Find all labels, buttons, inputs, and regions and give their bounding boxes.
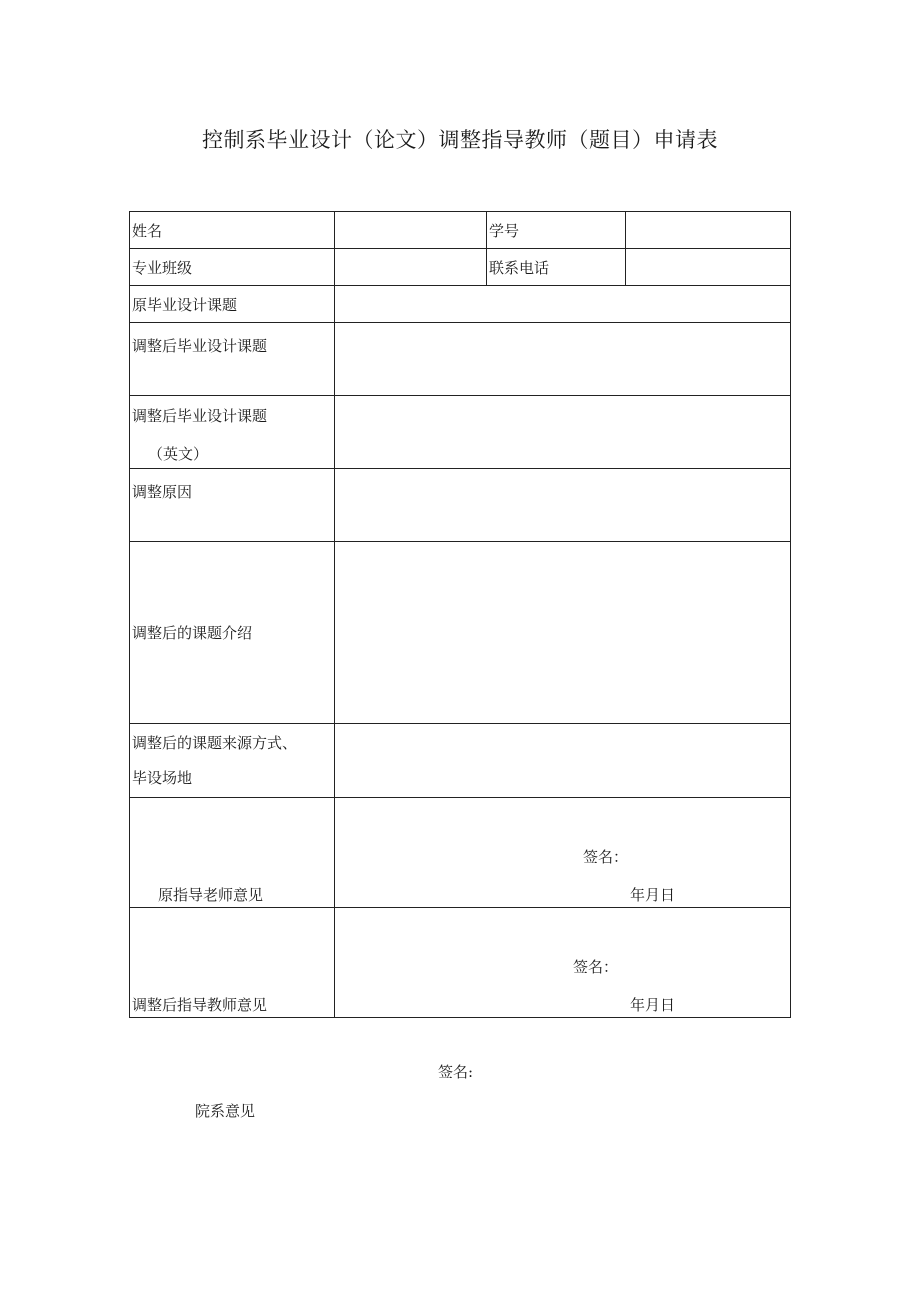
row-original-topic [130, 286, 791, 323]
orig-advisor-date-label: 年月日 [630, 886, 676, 904]
source-field[interactable] [335, 724, 791, 798]
new-topic-en-label-line2: （英文） [148, 445, 209, 463]
new-topic-en-field[interactable] [335, 396, 791, 469]
source-label-line2: 毕设场地 [132, 769, 193, 787]
major-class-field[interactable] [335, 249, 487, 286]
row-new-advisor [130, 908, 791, 1018]
name-label: 姓名 [130, 212, 335, 249]
new-topic-en-label [130, 396, 335, 469]
source-label [130, 724, 335, 798]
new-advisor-label: 调整后指导教师意见 [132, 996, 268, 1014]
new-topic-field[interactable] [335, 323, 791, 396]
new-advisor-opinion-field[interactable] [335, 908, 791, 1018]
student-id-label: 学号 [487, 212, 626, 249]
reason-field[interactable] [335, 469, 791, 542]
intro-field[interactable] [335, 542, 791, 724]
phone-field[interactable] [626, 249, 791, 286]
department-opinion-label: 院系意见 [195, 1102, 256, 1120]
row-intro [130, 542, 791, 724]
name-field[interactable] [335, 212, 487, 249]
intro-label: 调整后的课题介绍 [130, 542, 335, 724]
new-topic-en-label-line1: 调整后毕业设计课题 [132, 407, 268, 425]
row-reason [130, 469, 791, 542]
source-label-line1: 调整后的课题来源方式、 [132, 734, 298, 752]
new-topic-label: 调整后毕业设计课题 [130, 323, 335, 396]
orig-advisor-opinion-field[interactable] [335, 798, 791, 908]
orig-advisor-label-cell [130, 798, 335, 908]
application-form-table [129, 211, 791, 1018]
row-new-topic-english [130, 396, 791, 469]
phone-label: 联系电话 [487, 249, 626, 286]
page-title: 控制系毕业设计（论文）调整指导教师（题目）申请表 [202, 128, 718, 152]
new-advisor-label-cell [130, 908, 335, 1018]
row-major-phone [130, 249, 791, 286]
student-id-field[interactable] [626, 212, 791, 249]
row-orig-advisor [130, 798, 791, 908]
row-source [130, 724, 791, 798]
row-new-topic [130, 323, 791, 396]
row-name-id [130, 212, 791, 249]
major-class-label: 专业班级 [130, 249, 335, 286]
orig-advisor-sign-label: 签名： [583, 848, 629, 866]
new-advisor-date-label: 年月日 [630, 996, 676, 1014]
original-topic-label: 原毕业设计课题 [130, 286, 335, 323]
orig-advisor-label: 原指导老师意见 [158, 886, 264, 904]
new-advisor-sign-label: 签名： [573, 958, 619, 976]
reason-label: 调整原因 [130, 469, 335, 542]
original-topic-field[interactable] [335, 286, 791, 323]
department-sign-label: 签名: [438, 1063, 474, 1081]
